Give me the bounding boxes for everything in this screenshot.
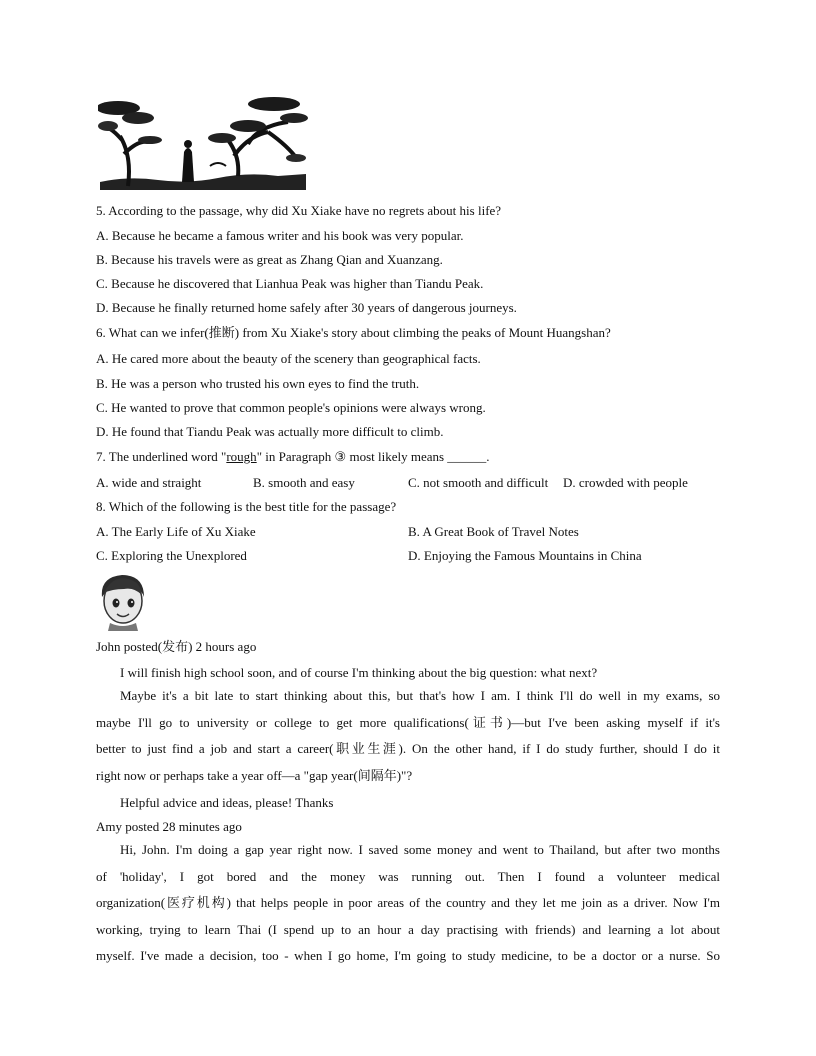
amy-post-line: Hi, John. I'm doing a gap year right now. I saved some money and went to Thailand, but after two months bbox=[120, 842, 720, 857]
question-7-stem-prefix: 7. The underlined word " bbox=[96, 449, 227, 464]
john-post-paragraph-2 bbox=[96, 683, 720, 789]
amy-post-line: organization(医疗机构) that helps people in poor areas of the country and they let me join as a driver. Now I'm bbox=[96, 895, 720, 910]
question-7-option-b: B. smooth and easy bbox=[253, 475, 355, 490]
john-post-paragraph-1: I will finish high school soon, and of course I'm thinking about the big question: what next? bbox=[120, 665, 598, 680]
question-8-option-c: C. Exploring the Unexplored bbox=[96, 548, 247, 563]
underlined-word: rough bbox=[226, 449, 257, 464]
question-8-option-b: B. A Great Book of Travel Notes bbox=[408, 524, 579, 539]
question-8-stem: 8. Which of the following is the best title for the passage? bbox=[96, 499, 397, 514]
question-5-option-c: C. Because he discovered that Lianhua Peak was higher than Tiandu Peak. bbox=[96, 276, 484, 291]
question-7-option-c: C. not smooth and difficult bbox=[408, 475, 549, 490]
question-5-option-a: A. Because he became a famous writer and his book was very popular. bbox=[96, 228, 464, 243]
john-post-line: right now or perhaps take a year off—a "gap year(间隔年)"? bbox=[96, 767, 413, 783]
question-7-stem bbox=[96, 449, 490, 465]
question-6-stem: 6. What can we infer(推断) from Xu Xiake's story about climbing the peaks of Mount Huangshan? bbox=[96, 325, 611, 340]
xu-xiake-ink-illustration bbox=[98, 96, 308, 192]
john-post-line: maybe I'll go to university or college to get more qualifications(证书)—but I've been asking myself if it's bbox=[96, 714, 720, 730]
john-avatar-illustration bbox=[96, 571, 150, 631]
question-7-option-a: A. wide and straight bbox=[96, 475, 202, 490]
question-5-option-b: B. Because his travels were as great as Zhang Qian and Xuanzang. bbox=[96, 252, 443, 267]
question-5-stem: 5. According to the passage, why did Xu Xiake have no regrets about his life? bbox=[96, 203, 502, 218]
question-5-option-d: D. Because he finally returned home safely after 30 years of dangerous journeys. bbox=[96, 300, 517, 315]
question-6-option-d: D. He found that Tiandu Peak was actually more difficult to climb. bbox=[96, 424, 444, 439]
amy-post-byline: Amy posted 28 minutes ago bbox=[96, 819, 242, 834]
john-post-line: better to just find a job and start a career(职业生涯). On the other hand, if I do study further, should I do it bbox=[96, 741, 720, 756]
amy-post-line: of 'holiday', I got bored and the money was running out. Then I found a volunteer medical bbox=[96, 868, 720, 884]
question-6-option-c: C. He wanted to prove that common people's opinions were always wrong. bbox=[96, 400, 486, 415]
question-6-option-a: A. He cared more about the beauty of the scenery than geographical facts. bbox=[96, 351, 481, 366]
john-post-paragraph-3: Helpful advice and ideas, please! Thanks bbox=[120, 795, 334, 810]
question-6-option-b: B. He was a person who trusted his own eyes to find the truth. bbox=[96, 376, 420, 391]
question-8-option-a: A. The Early Life of Xu Xiake bbox=[96, 524, 256, 539]
amy-post-paragraph bbox=[96, 837, 720, 970]
john-post-byline: John posted(发布) 2 hours ago bbox=[96, 639, 257, 654]
question-7-stem-suffix: " in Paragraph ③ most likely means ______. bbox=[256, 449, 490, 464]
question-7-option-d: D. crowded with people bbox=[563, 475, 688, 490]
amy-post-line: myself. I've made a decision, too - when I go home, I'm going to study medicine, to be a doctor or a nurse. So bbox=[96, 948, 720, 963]
john-post-line: Maybe it's a bit late to start thinking about this, but that's how I am. I think I'll do well in my exams, so bbox=[120, 688, 720, 703]
amy-post-line: working, trying to learn Thai (I spend up to an hour a day practising with friends) and learning a lot about bbox=[96, 921, 720, 937]
question-8-option-d: D. Enjoying the Famous Mountains in China bbox=[408, 548, 642, 563]
